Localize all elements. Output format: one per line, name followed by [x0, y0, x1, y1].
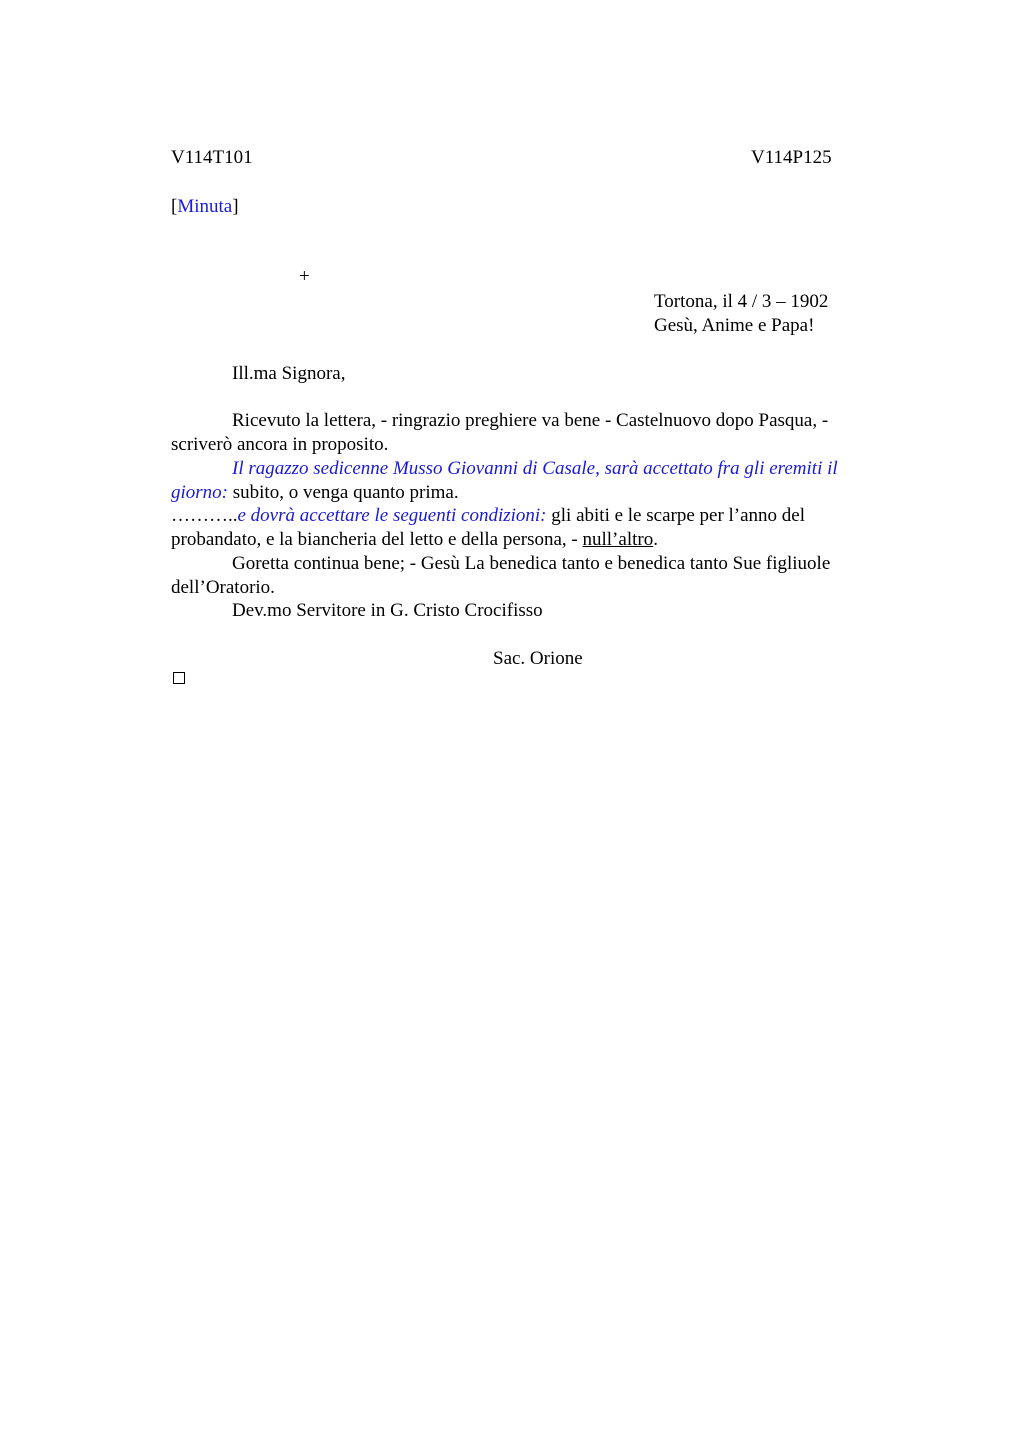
- note-open-bracket: [: [171, 196, 178, 217]
- paragraph-3-line-1: [171, 504, 805, 528]
- draft-note: [171, 196, 239, 218]
- paragraph-2-line-2: [171, 481, 459, 505]
- paragraph-3-rest: gli abiti e le scarpe per l’anno del: [546, 505, 806, 526]
- motto: Gesù, Anime e Papa!: [654, 315, 815, 336]
- paragraph-3-line-2: [171, 528, 658, 552]
- place-date: Tortona, il 4 / 3 – 1902: [654, 291, 829, 312]
- paragraph-3-line-2-end: .: [653, 529, 658, 550]
- document-code-left: V114T101: [171, 147, 253, 168]
- signature: Sac. Orione: [493, 648, 583, 669]
- paragraph-4-line-1: Goretta continua bene; - Gesù La benedica tanto e benedica tanto Sue figliuole: [232, 553, 831, 574]
- paragraph-3-italic: e dovrà accettare le seguenti condizioni:: [237, 505, 547, 526]
- square-outline-icon: [173, 672, 185, 684]
- closing-line: Dev.mo Servitore in G. Cristo Crocifisso: [232, 600, 543, 621]
- paragraph-3-line-2-start: probandato, e la biancheria del letto e della persona, -: [171, 529, 583, 550]
- paragraph-1-line-2: scriverò ancora in proposito.: [171, 434, 389, 455]
- paragraph-3-dots: ………..: [171, 505, 238, 526]
- cross-mark: +: [299, 266, 310, 287]
- note-label: Minuta: [177, 196, 233, 217]
- paragraph-2-line-1: Il ragazzo sedicenne Musso Giovanni di Casale, sarà accettato fra gli eremiti il: [232, 458, 838, 479]
- paragraph-4-line-2: dell’Oratorio.: [171, 577, 275, 598]
- document-code-right: V114P125: [751, 147, 832, 168]
- paragraph-3-underlined: null’altro: [582, 529, 654, 550]
- salutation: Ill.ma Signora,: [232, 363, 346, 384]
- paragraph-2-rest: subito, o venga quanto prima.: [228, 482, 459, 503]
- note-close-bracket: ]: [232, 196, 239, 217]
- paragraph-1-line-1: Ricevuto la lettera, - ringrazio preghiere va bene - Castelnuovo dopo Pasqua, -: [232, 410, 829, 431]
- paragraph-2-italic-end: giorno:: [171, 482, 228, 503]
